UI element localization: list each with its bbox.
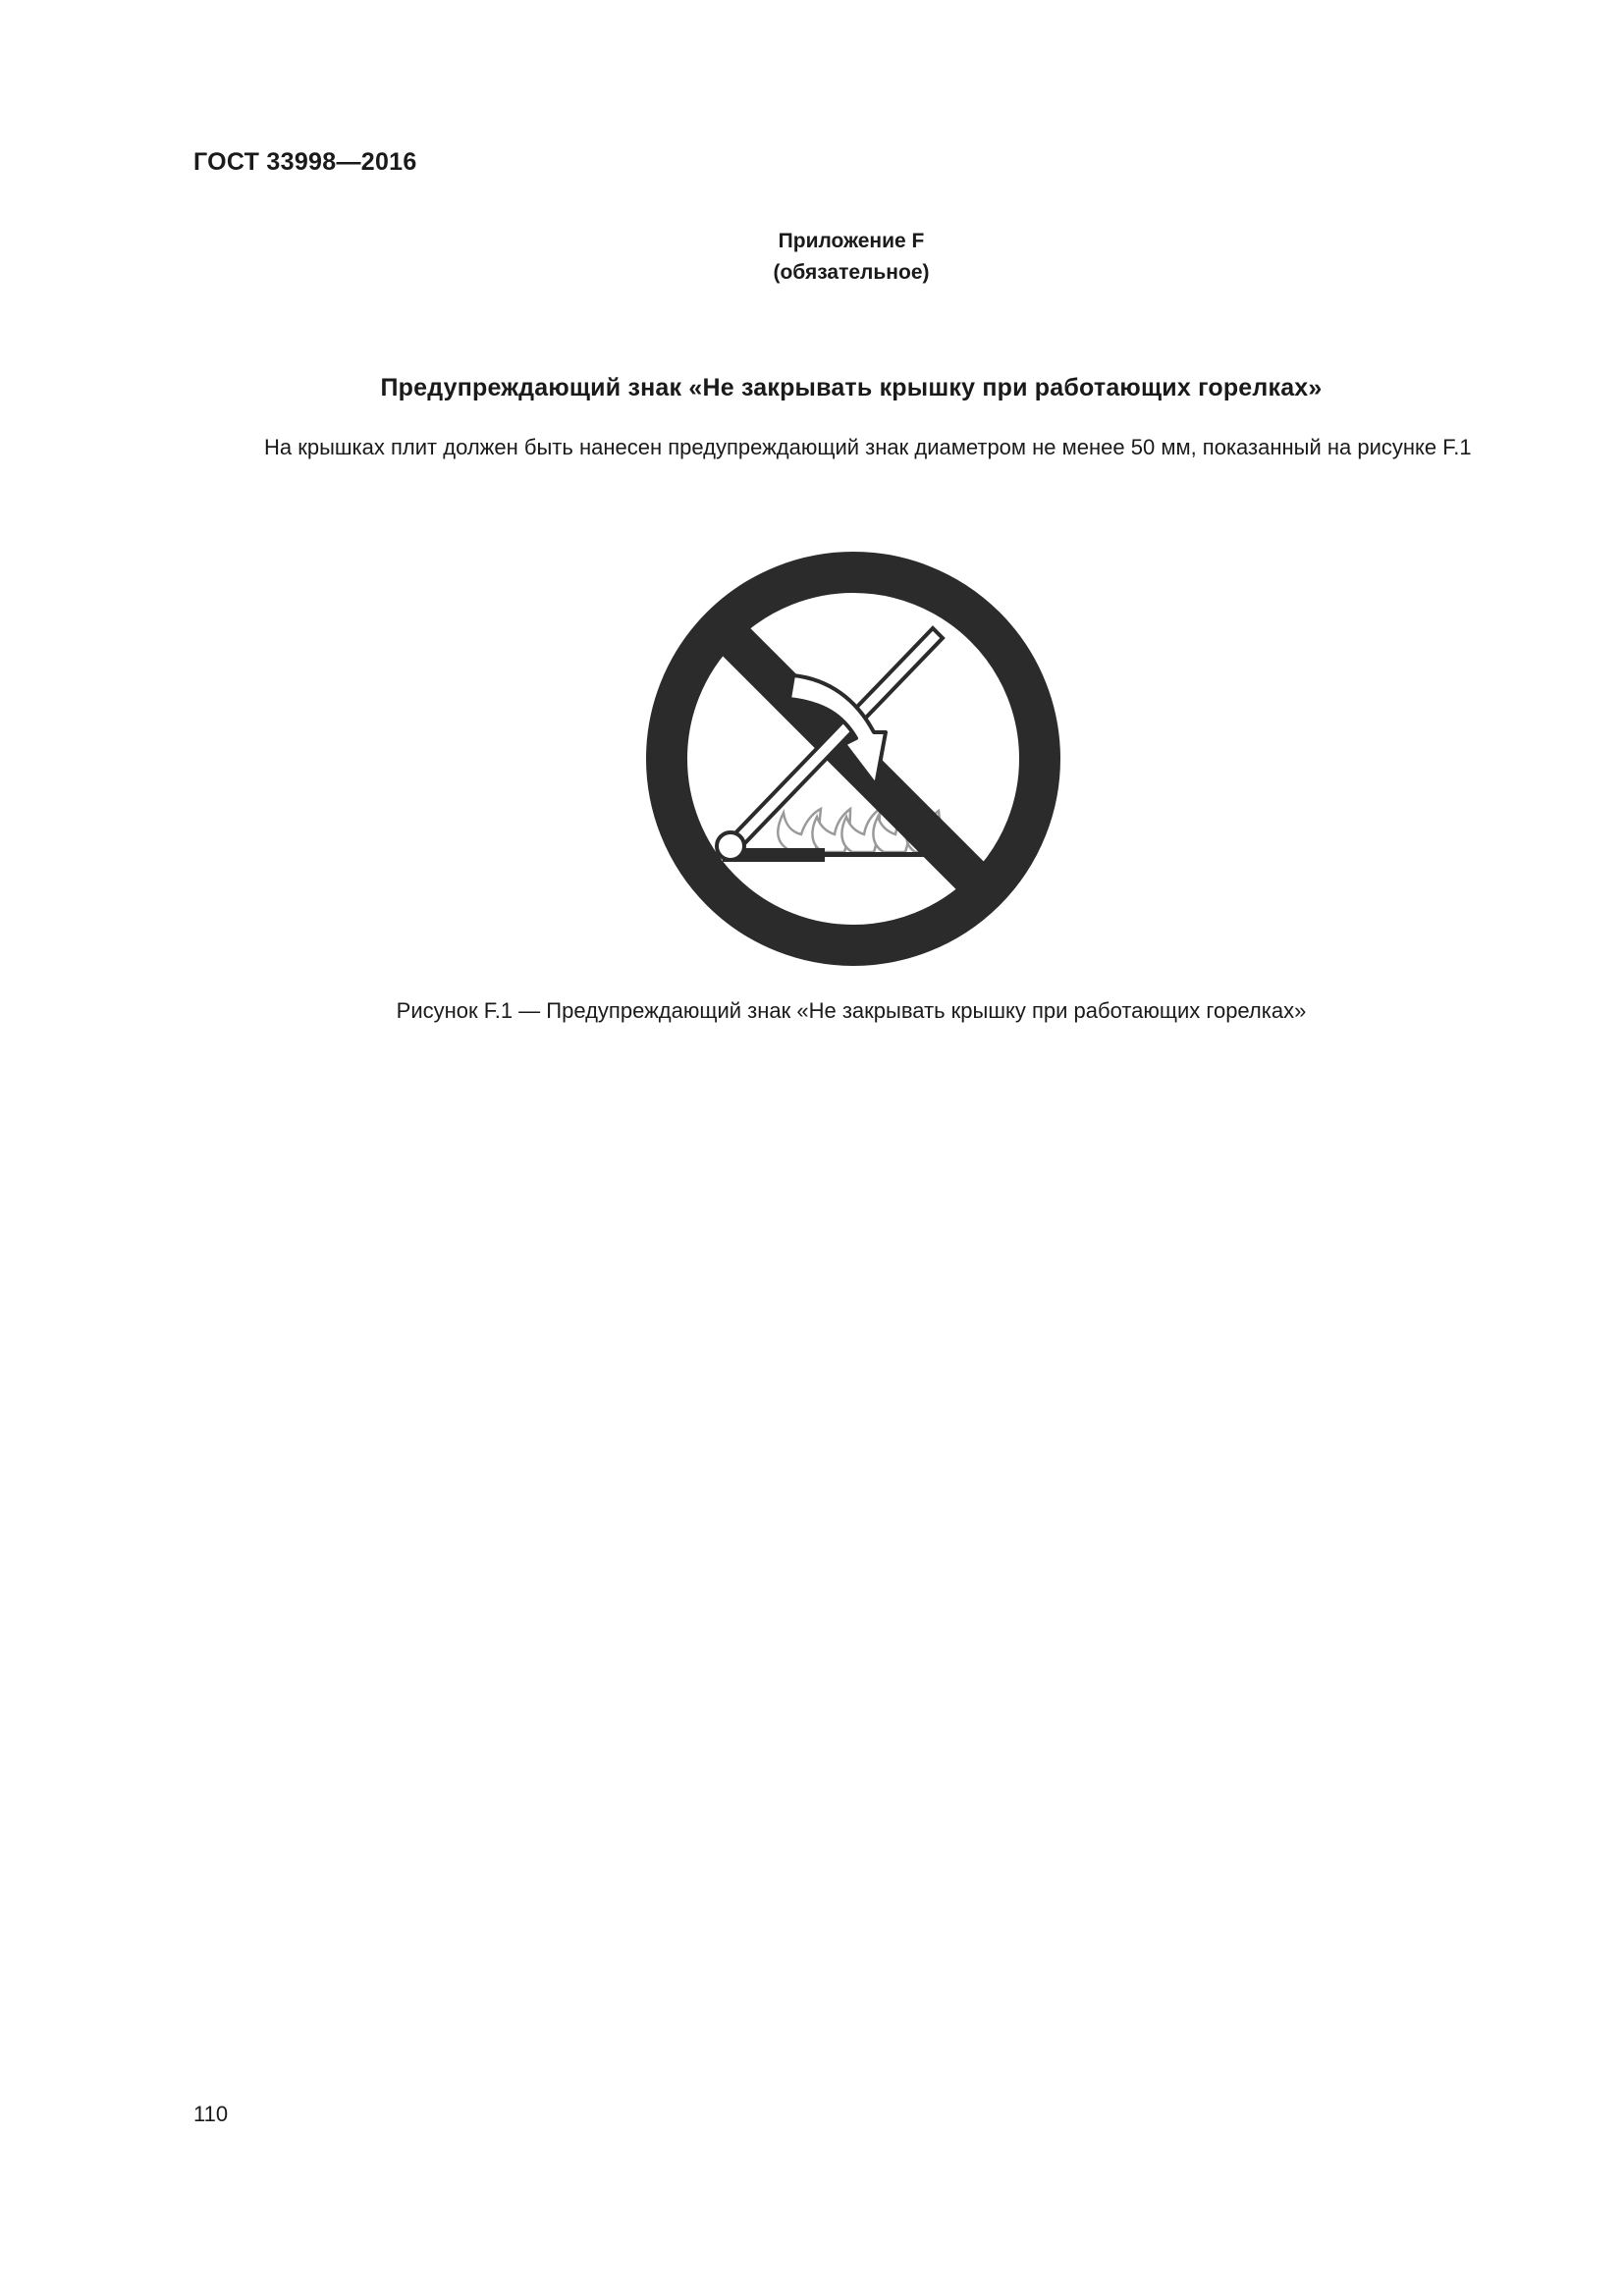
figure-caption: Рисунок F.1 — Предупреждающий знак «Не закрывать крышку при работающих горелках» (396, 998, 1307, 1023)
annex-status: (обязательное) (773, 261, 930, 284)
page-number: 110 (193, 2102, 229, 2126)
warning-sign-figure (646, 552, 1060, 966)
do-not-close-lid-sign-icon (646, 552, 1060, 966)
annex-heading (0, 226, 1624, 289)
hinge-icon (717, 832, 744, 860)
annex-title: Приложение F (778, 230, 925, 252)
body-paragraph: На крышках плит должен быть нанесен предупреждающий знак диаметром не менее 50 мм, показанный на рисунке F.1 (264, 435, 1472, 459)
section-title: Предупреждающий знак «Не закрывать крышку при работающих горелках» (380, 374, 1323, 401)
document-header: ГОСТ 33998—2016 (193, 148, 417, 176)
